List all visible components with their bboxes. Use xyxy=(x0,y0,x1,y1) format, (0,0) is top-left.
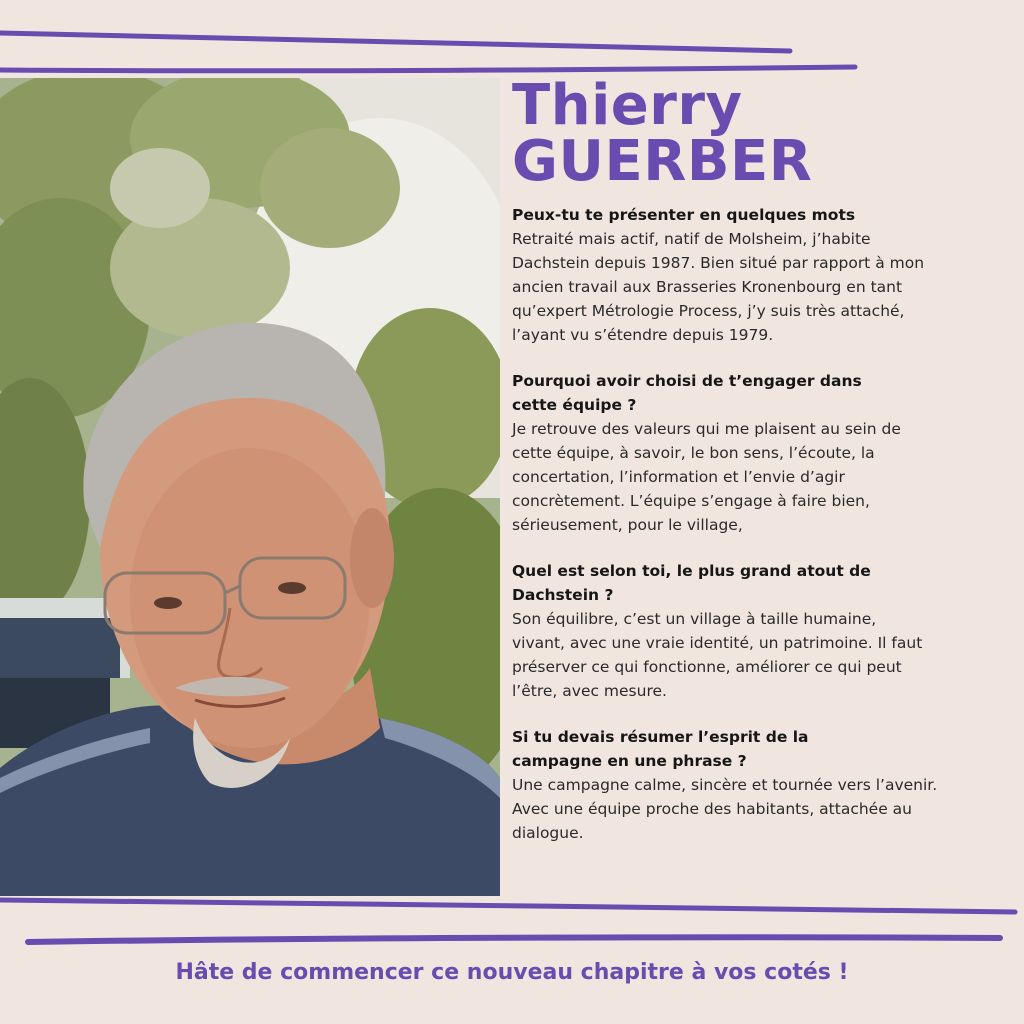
interview-content xyxy=(512,203,1017,867)
first-name: Thierry xyxy=(512,73,743,138)
person-name xyxy=(512,73,1012,194)
qa-block-2 xyxy=(512,369,1017,537)
footer-tagline: Hâte de commencer ce nouveau chapitre à vos cotés ! xyxy=(175,960,849,985)
qa-block-3 xyxy=(512,559,1017,703)
bottom-stroke-1 xyxy=(0,900,1015,912)
question: Peux-tu te présenter en quelques mots xyxy=(512,206,856,224)
bottom-stroke-2 xyxy=(28,937,1000,942)
qa-block-4 xyxy=(512,725,1017,845)
answer: Une campagne calme, sincère et tournée vers l’avenir. Avec une équipe proche des habitants, attachée au dialogue. xyxy=(512,776,938,842)
top-stroke-1 xyxy=(0,33,790,51)
portrait-photo xyxy=(0,78,500,896)
question: Quel est selon toi, le plus grand atout de Dachstein ? xyxy=(512,562,871,604)
answer: Retraité mais actif, natif de Molsheim, j’habite Dachstein depuis 1987. Bien situé par rapport à mon ancien travail aux Brasseries Kronenbourg en tant qu’expert Métrologie Process, j’y suis très attaché, l’ayant vu s’étendre depuis 1979. xyxy=(512,230,925,344)
answer: Je retrouve des valeurs qui me plaisent au sein de cette équipe, à savoir, le bon sens, l’écoute, la concertation, l’information et l’envie d’agir concrètement. L’équipe s’engage à faire bien, sérieusement, pour le village, xyxy=(512,420,901,534)
answer: Son équilibre, c’est un village à taille humaine, vivant, avec une vraie identité, un patrimoine. Il faut préserver ce qui fonctionne, améliorer ce qui peut l’être, avec mesure. xyxy=(512,610,923,700)
last-name: GUERBER xyxy=(512,129,813,194)
question: Pourquoi avoir choisi de t’engager dans cette équipe ? xyxy=(512,372,862,414)
qa-block-1 xyxy=(512,203,1017,347)
top-stroke-2 xyxy=(0,67,855,71)
question: Si tu devais résumer l’esprit de la campagne en une phrase ? xyxy=(512,728,809,770)
